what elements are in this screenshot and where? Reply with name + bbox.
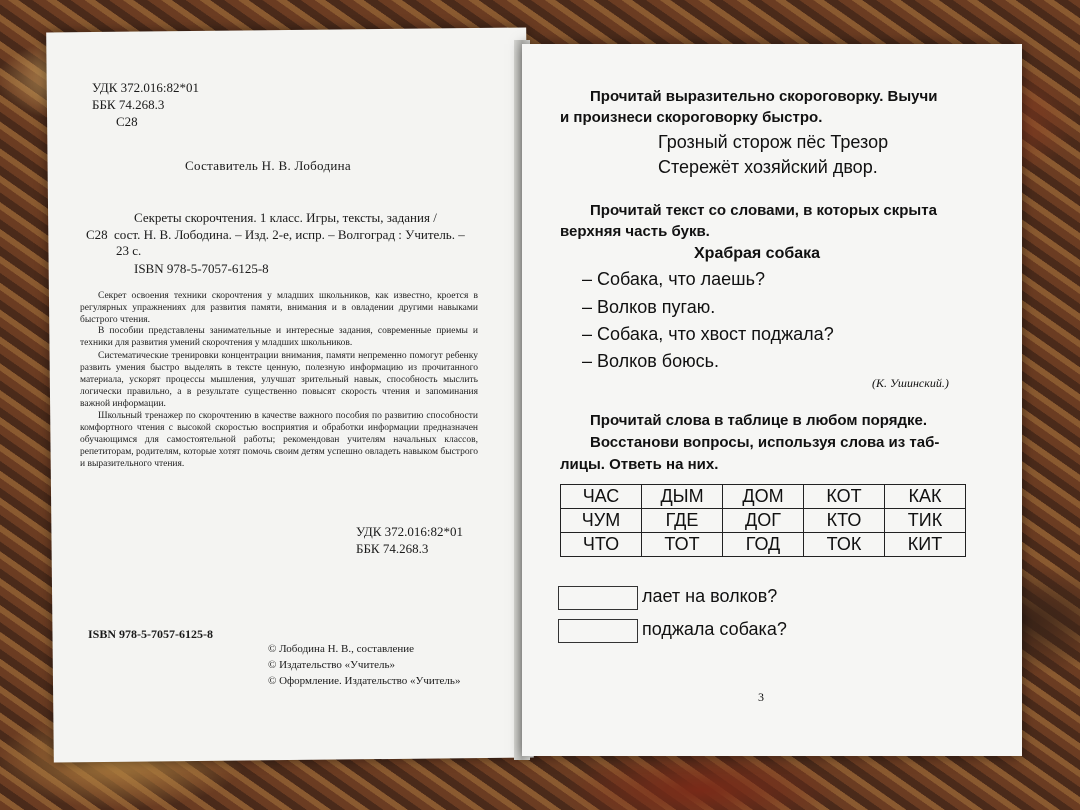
story-line-3: – Собака, что хвост поджала? xyxy=(582,324,834,344)
annotation-paragraph-4: Школьный тренажер по скорочтению в качестве важного пособия по развитию способности комфортного чтения с высокой скоростью восприятия и обработки информации предназначен обучающимся для самостоятельной работы; рекомендован учителям начальных классов, репетиторам, родителям, которые хотят помочь своим детям успешно овладеть навыком быстрого и выразительного чтения. xyxy=(80,411,478,469)
biblio-line3: 23 с. xyxy=(116,243,142,258)
table-cell: КТО xyxy=(804,509,885,533)
table-cell: ДЫМ xyxy=(642,485,723,509)
words-table xyxy=(560,484,966,557)
task2-line2: верхняя часть букв. xyxy=(560,223,710,240)
story-line-2: – Волков пугаю. xyxy=(582,297,716,317)
compiler: Составитель Н. В. Лободина xyxy=(185,158,351,173)
table-cell: КАК xyxy=(885,485,966,509)
table-cell: ЧАС xyxy=(561,485,642,509)
answer-blank-1[interactable] xyxy=(558,586,638,610)
tongue-twister-line2: Стережёт хозяйский двор. xyxy=(658,157,878,177)
table-cell: ТИК xyxy=(885,509,966,533)
task2-line1: Прочитай текст со словами, в которых скрыта xyxy=(590,202,937,219)
copyright-3: © Оформление. Издательство «Учитель» xyxy=(268,675,461,687)
table-cell: ДОМ xyxy=(723,485,804,509)
task4-line1: Восстанови вопросы, используя слова из таб- xyxy=(590,434,940,451)
udk-bottom: УДК 372.016:82*01 xyxy=(356,524,464,539)
question-1: лает на волков? xyxy=(642,586,778,606)
code-top: С28 xyxy=(116,114,138,129)
annotation-paragraph-2: В пособии представлены занимательные и интересные задания, современные приемы и техники для развития умений скорочтения у младших школьников. xyxy=(80,326,478,348)
task4-line2: лицы. Ответь на них. xyxy=(560,456,719,473)
page-number: 3 xyxy=(758,690,764,704)
story-line-1: – Собака, что лаешь? xyxy=(582,269,765,289)
biblio-line2: сост. Н. В. Лободина. – Изд. 2-е, испр. – Волгоград : Учитель. – xyxy=(114,227,465,242)
bbk-top: ББК 74.268.3 xyxy=(92,97,165,112)
table-cell: КИТ xyxy=(885,533,966,557)
task1-line2: и произнеси скороговорку быстро. xyxy=(560,109,823,126)
story-author: (К. Ушинский.) xyxy=(872,376,949,390)
biblio-line1: Секреты скорочтения. 1 класс. Игры, тексты, задания / xyxy=(134,210,437,225)
tongue-twister-line1: Грозный сторож пёс Трезор xyxy=(658,132,889,152)
question-2: поджала собака? xyxy=(642,619,787,639)
bbk-bottom: ББК 74.268.3 xyxy=(356,541,429,556)
copyright-2: © Издательство «Учитель» xyxy=(268,659,396,671)
copyright-1: © Лободина Н. В., составление xyxy=(268,643,415,655)
story-title: Храбрая собака xyxy=(694,245,821,262)
table-cell: ЧУМ xyxy=(561,509,642,533)
table-cell: ТОТ xyxy=(642,533,723,557)
table-cell: ДОГ xyxy=(723,509,804,533)
task1-line1: Прочитай выразительно скороговорку. Выучи xyxy=(590,88,938,105)
isbn-bottom: ISBN 978-5-7057-6125-8 xyxy=(88,627,213,641)
table-cell: КОТ xyxy=(804,485,885,509)
udk-top: УДК 372.016:82*01 xyxy=(92,80,200,95)
table-cell: ЧТО xyxy=(561,533,642,557)
table-row xyxy=(561,485,966,509)
table-row xyxy=(561,509,966,533)
table-cell: ТОК xyxy=(804,533,885,557)
annotation-paragraph-1: Секрет освоения техники скорочтения у младших школьников, как известно, кроется в регулярных упражнениях для развития памяти, внимания и в овладении другими навыками быстрого чтения. xyxy=(80,291,478,325)
answer-blank-2[interactable] xyxy=(558,619,638,643)
task3: Прочитай слова в таблице в любом порядке. xyxy=(590,412,928,429)
isbn-line: ISBN 978-5-7057-6125-8 xyxy=(134,261,269,276)
table-row xyxy=(561,533,966,557)
biblio-code: С28 xyxy=(86,227,108,242)
table-cell: ГДЕ xyxy=(642,509,723,533)
story-line-4: – Волков боюсь. xyxy=(582,351,719,371)
annotation-paragraph-3: Систематические тренировки концентрации внимания, памяти непременно помогут ребенку развить умения быстро выделять в тексте ценную, полезную информацию из прочитанного материала, ускорят процессы мышления, улучшат зрительный навык, способность мыслить логически правильно, а в результате существенно повысят скорость чтения и запоминания важной информации. xyxy=(80,351,478,409)
table-cell: ГОД xyxy=(723,533,804,557)
